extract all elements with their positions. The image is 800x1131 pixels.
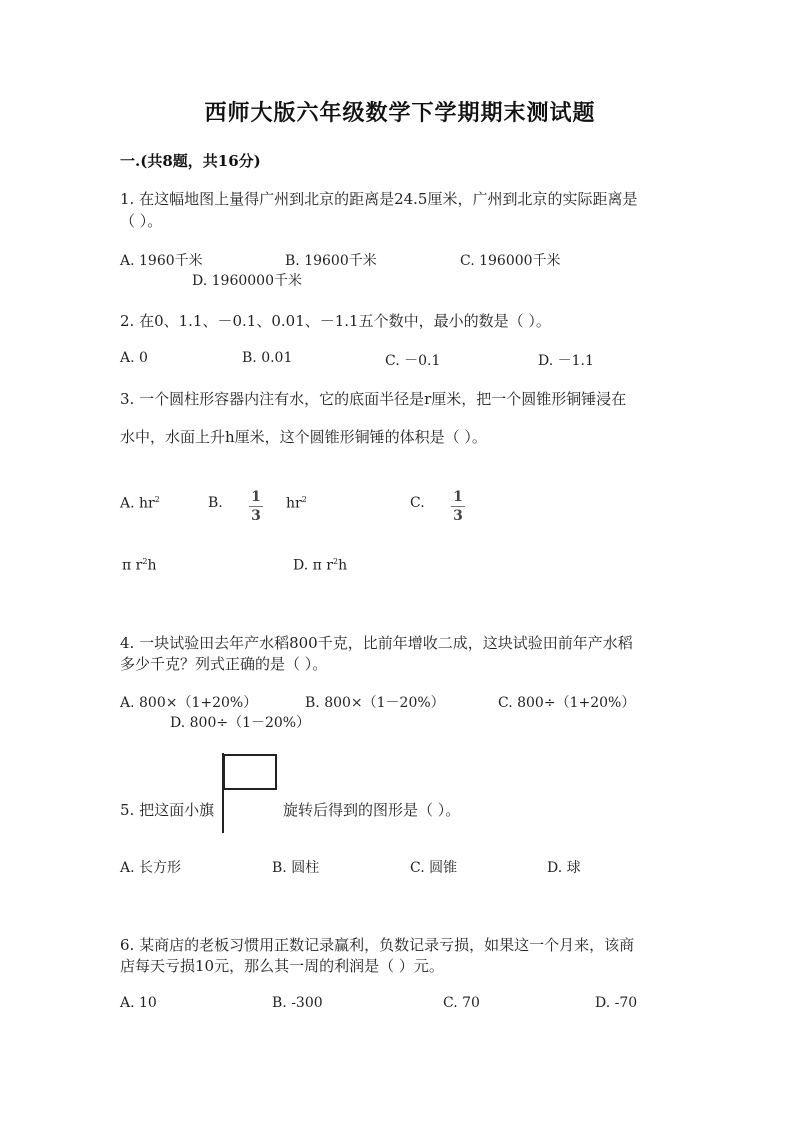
question-1-option-b[interactable]: B. 19600千米 (285, 253, 377, 269)
option-b-expr: hr (286, 495, 302, 512)
question-5-option-c[interactable]: C. 圆锥 (410, 860, 458, 876)
question-3-option-b-label[interactable]: B. (208, 495, 223, 511)
fraction-numerator: 1 (453, 489, 463, 505)
question-2-option-b[interactable]: B. 0.01 (242, 350, 293, 366)
question-2-option-a[interactable]: A. 0 (120, 350, 148, 366)
question-4-text-2: 多少千克？列式正确的是（ ）。 (120, 655, 328, 673)
option-c-pi-r: π r (122, 557, 143, 574)
question-4-option-c[interactable]: C. 800÷（1+20%） (498, 695, 636, 711)
fraction-bar (249, 506, 263, 507)
question-6-option-c[interactable]: C. 70 (443, 995, 480, 1011)
option-a-label: A. hr (120, 495, 155, 512)
exponent: 2 (332, 557, 339, 566)
question-6-option-b[interactable]: B. -300 (272, 995, 323, 1011)
option-d-pi-r: D. π r (293, 557, 333, 574)
question-6-option-d[interactable]: D. -70 (595, 995, 638, 1011)
fraction-one-third-c (451, 490, 465, 523)
question-1-option-a[interactable]: A. 1960千米 (120, 253, 203, 269)
question-4-option-a[interactable]: A. 800×（1+20%） (120, 695, 258, 711)
question-6-option-a[interactable]: A. 10 (120, 995, 157, 1011)
question-5-option-b[interactable]: B. 圆柱 (272, 860, 320, 876)
question-2-option-c[interactable]: C. －0.1 (385, 353, 441, 369)
question-2-option-d[interactable]: D. －1.1 (538, 353, 594, 369)
section-header: 一.(共8题，共16分) (120, 152, 261, 170)
question-5-option-a[interactable]: A. 长方形 (120, 860, 182, 876)
question-5-option-d[interactable]: D. 球 (547, 860, 581, 876)
fraction-one-third-b (249, 490, 263, 523)
question-2-text: 2. 在0、1.1、－0.1、0.01、－1.1五个数中，最小的数是（ ）。 (120, 312, 551, 330)
option-d-h: h (338, 557, 348, 574)
fraction-denominator: 3 (453, 508, 463, 524)
question-3-text-2: 水中，水面上升h厘米，这个圆锥形铜锤的体积是（ ）。 (120, 428, 487, 446)
exponent: 2 (301, 495, 307, 504)
question-3-option-b-expr[interactable] (286, 495, 307, 512)
fraction-numerator: 1 (251, 489, 261, 505)
page-title: 西师大版六年级数学下学期期末测试题 (204, 100, 596, 126)
question-6-text: 6. 某商店的老板习惯用正数记录赢利，负数记录亏损，如果这一个月来，该商 (120, 936, 635, 954)
question-1-blank: （ ）。 (120, 212, 163, 230)
question-4-option-b[interactable]: B. 800×（1－20%） (305, 695, 445, 711)
question-5-text-2: 旋转后得到的图形是（ ）。 (283, 801, 461, 819)
fraction-denominator: 3 (251, 508, 261, 524)
option-c-h: h (147, 557, 157, 574)
fraction-bar (451, 506, 465, 507)
question-3-option-c-expr[interactable] (122, 557, 156, 574)
question-3-option-a[interactable] (120, 495, 160, 512)
question-3-text: 3. 一个圆柱形容器内注有水，它的底面半径是r厘米，把一个圆锥形铜锤浸在 (120, 390, 627, 408)
question-4-text: 4. 一块试验田去年产水稻800千克，比前年增收二成，这块试验田前年产水稻 (120, 634, 633, 652)
question-6-text-2: 店每天亏损10元，那么其一周的利润是（ ）元。 (120, 957, 444, 975)
flag-banner-drawing (223, 754, 277, 790)
exponent: 2 (142, 557, 148, 566)
question-5-text: 5. 把这面小旗 (120, 801, 215, 819)
question-1-option-c[interactable]: C. 196000千米 (460, 253, 561, 269)
question-3-option-d[interactable] (293, 557, 347, 574)
question-3-option-c-label[interactable]: C. (410, 495, 425, 511)
exponent: 2 (154, 495, 160, 504)
question-1-option-d[interactable]: D. 1960000千米 (192, 273, 302, 289)
question-4-option-d[interactable]: D. 800÷（1－20%） (170, 715, 311, 731)
question-1-text: 1. 在这幅地图上量得广州到北京的距离是24.5厘米，广州到北京的实际距离是 (120, 190, 638, 208)
